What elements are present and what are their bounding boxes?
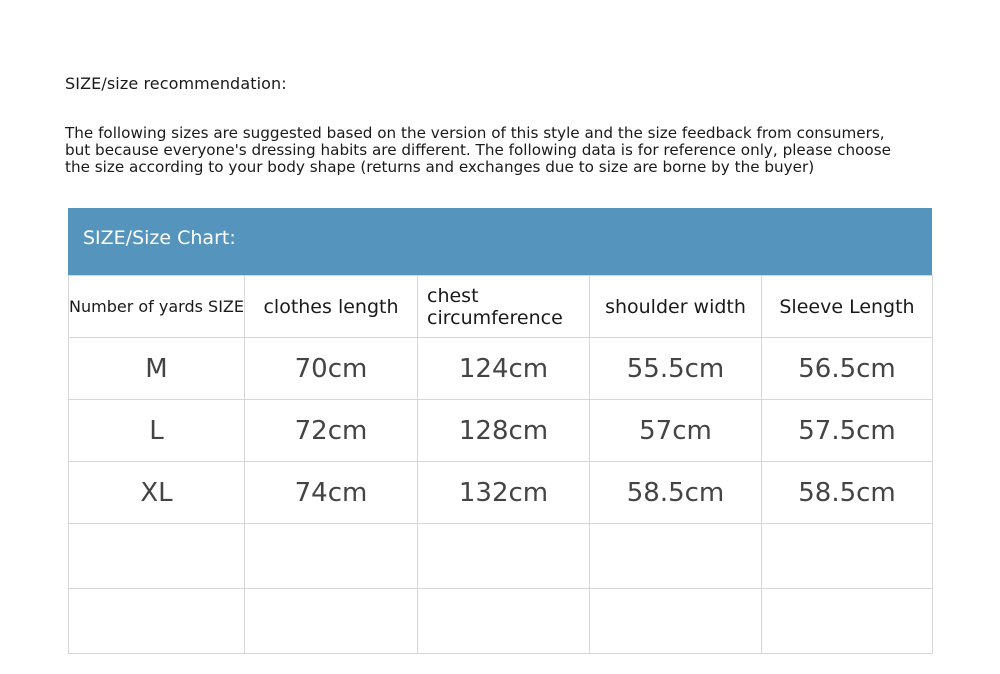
note-line: the size according to your body shape (returns and exchanges due to size are borne by the buyer) [65, 158, 815, 176]
cell-clothes-length: 72cm [245, 400, 418, 462]
cell-sleeve: 56.5cm [762, 338, 933, 400]
empty-table-row [69, 589, 933, 654]
column-header-size: Number of yards SIZE [69, 276, 245, 338]
column-header-shoulder-width: shoulder width [590, 276, 762, 338]
empty-cell [590, 524, 762, 589]
size-chart [68, 208, 932, 647]
cell-sleeve: 58.5cm [762, 462, 933, 524]
cell-shoulder: 57cm [590, 400, 762, 462]
empty-cell [590, 589, 762, 654]
cell-size: L [69, 400, 245, 462]
empty-cell [418, 524, 590, 589]
size-recommendation-heading: SIZE/size recommendation: [65, 74, 287, 93]
size-chart-table [68, 275, 933, 654]
cell-sleeve: 57.5cm [762, 400, 933, 462]
table-header-row [69, 276, 933, 338]
empty-cell [762, 524, 933, 589]
cell-chest: 132cm [418, 462, 590, 524]
empty-cell [418, 589, 590, 654]
column-header-sleeve-length: Sleeve Length [762, 276, 933, 338]
note-line: The following sizes are suggested based on the version of this style and the size feedback from consumers, [65, 124, 885, 142]
note-line: but because everyone's dressing habits are different. The following data is for reference only, please choose [65, 141, 891, 159]
table-row [69, 462, 933, 524]
cell-clothes-length: 74cm [245, 462, 418, 524]
empty-cell [69, 589, 245, 654]
table-row [69, 400, 933, 462]
empty-cell [69, 524, 245, 589]
empty-table-row [69, 524, 933, 589]
empty-cell [762, 589, 933, 654]
empty-cell [245, 524, 418, 589]
cell-shoulder: 58.5cm [590, 462, 762, 524]
size-chart-title: SIZE/Size Chart: [68, 208, 932, 275]
cell-size: XL [69, 462, 245, 524]
column-header-chest-line2: circumference [427, 306, 563, 329]
size-recommendation-note [65, 125, 945, 176]
column-header-chest-line1: chest [427, 284, 479, 307]
cell-size: M [69, 338, 245, 400]
cell-chest: 128cm [418, 400, 590, 462]
empty-cell [245, 589, 418, 654]
cell-chest: 124cm [418, 338, 590, 400]
column-header-clothes-length: clothes length [245, 276, 418, 338]
table-row [69, 338, 933, 400]
cell-shoulder: 55.5cm [590, 338, 762, 400]
cell-clothes-length: 70cm [245, 338, 418, 400]
column-header-chest-circumference [418, 276, 590, 338]
